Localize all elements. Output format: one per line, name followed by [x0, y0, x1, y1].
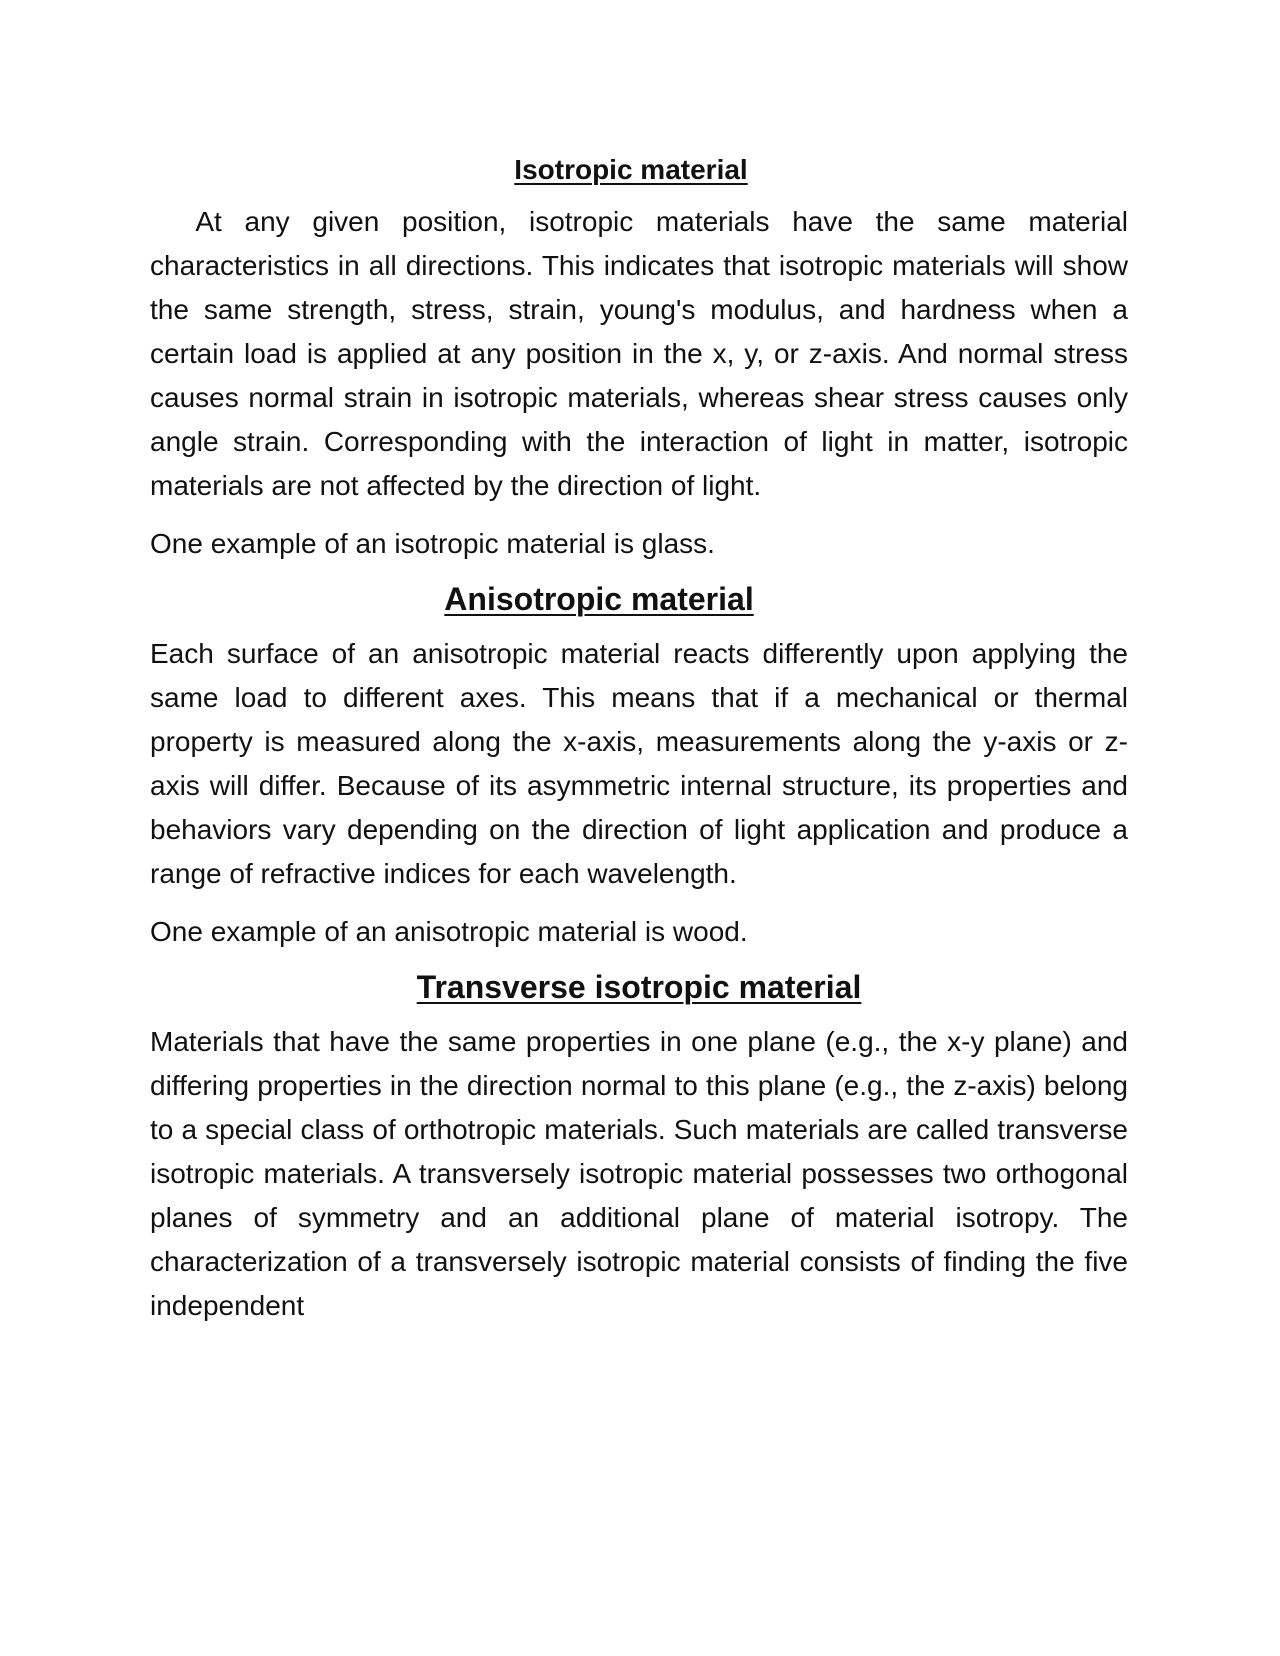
paragraph-anisotropic-description: Each surface of an anisotropic material reacts differently upon applying the same load to different axes. This means that if a mechanical or thermal property is measured along the x-axis, measurements along the y-axis or z-axis will differ. Because of its asymmetric internal structure, its properties and behaviors vary depending on the direction of light application and produce a range of refractive indices for each wavelength.: [150, 638, 1128, 889]
heading-anisotropic-material: Anisotropic material: [444, 581, 754, 617]
paragraph-isotropic-example: One example of an isotropic material is glass.: [150, 528, 715, 559]
paragraph-anisotropic-example: One example of an anisotropic material is wood.: [150, 916, 748, 947]
document-page: [150, 148, 1128, 1328]
paragraph-isotropic-description: At any given position, isotropic materials have the same material characteristics in all directions. This indicates that isotropic materials will show the same strength, stress, strain, young's modulus, and hardness when a certain load is applied at any position in the x, y, or z-axis. And normal stress causes normal strain in isotropic materials, whereas shear stress causes only angle strain. Corresponding with the interaction of light in matter, isotropic materials are not affected by the direction of light.: [150, 206, 1128, 501]
heading-transverse-isotropic-material: Transverse isotropic material: [416, 969, 862, 1005]
paragraph-transverse-isotropic-description: Materials that have the same properties in one plane (e.g., the x-y plane) and differing properties in the direction normal to this plane (e.g., the z-axis) belong to a special class of orthotropic materials. Such materials are called transverse isotropic materials. A transversely isotropic material possesses two orthogonal planes of symmetry and an additional plane of material isotropy. The characterization of a transversely isotropic material consists of finding the five independent: [150, 1026, 1128, 1321]
heading-isotropic-material: Isotropic material: [514, 154, 748, 185]
